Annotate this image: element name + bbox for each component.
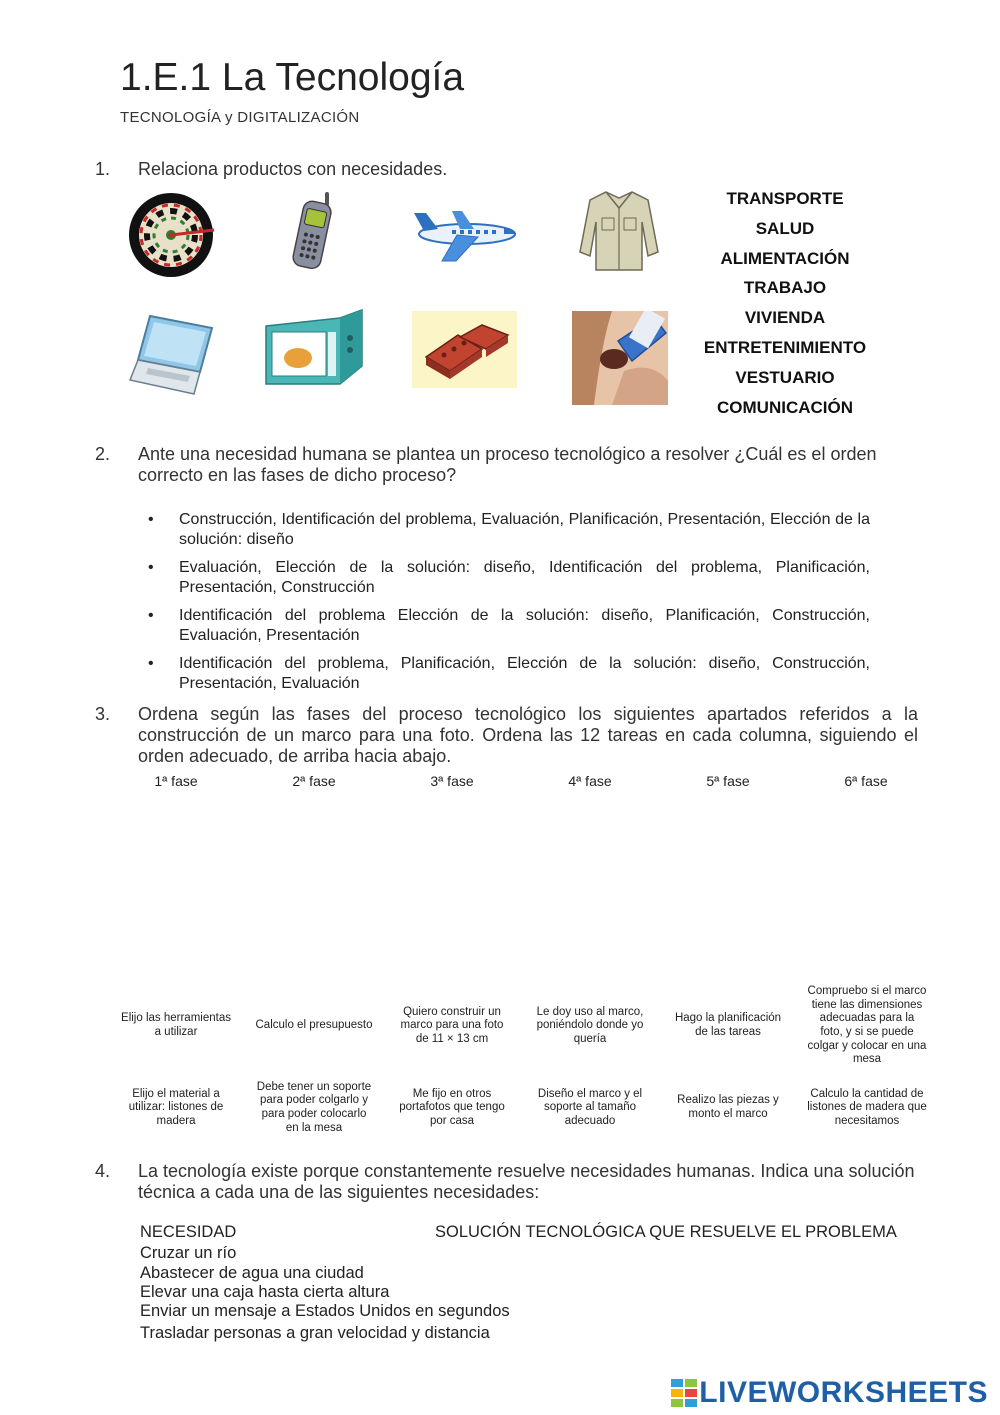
phase-4-header: 4ª fase	[568, 773, 612, 789]
q4-solution-input[interactable]	[560, 1246, 920, 1264]
q4-need-item: Elevar una caja hasta cierta altura	[140, 1283, 390, 1301]
q1-number: 1.	[95, 159, 111, 179]
need-alimentacion[interactable]: ALIMENTACIÓN	[720, 248, 850, 268]
task-card[interactable]: Debe tener un soporte para poder colgarlo y para poder colocarlo en la mesa	[256, 1080, 372, 1134]
need-entretenimiento[interactable]: ENTRETENIMIENTO	[703, 337, 867, 357]
q3-text-line2: construcción de un marco para una foto. Ordena las 12 tareas en cada columna, siguiendo el	[138, 725, 918, 745]
liveworksheets-logo-icon	[671, 1379, 697, 1407]
q4-text-line2: técnica a cada una de las siguientes necesidades:	[138, 1182, 540, 1202]
q4-need-item: Abastecer de agua una ciudad	[140, 1264, 364, 1282]
liveworksheets-logo	[671, 1376, 988, 1410]
task-card[interactable]: Calculo la cantidad de listones de madera que necesitamos	[807, 1087, 927, 1127]
q3-number: 3.	[95, 704, 111, 724]
q2-option[interactable]: • Identificación del problema Elección de la solución: diseño, Planificación, Construcción, Evaluación, Presentación	[140, 606, 870, 646]
q2-text-line2: correcto en las fases de dicho proceso?	[138, 465, 457, 485]
q4-solution-input[interactable]	[560, 1285, 920, 1303]
q4-text-line1: La tecnología existe porque constantemente resuelve necesidades humanas. Indica una solución	[138, 1161, 915, 1181]
q4-solution-header: SOLUCIÓN TECNOLÓGICA QUE RESUELVE EL PROBLEMA	[435, 1223, 897, 1241]
bricks-icon[interactable]	[412, 311, 517, 388]
phase-5-header: 5ª fase	[706, 773, 750, 789]
q4-need-item: Cruzar un río	[140, 1244, 237, 1262]
q2-option[interactable]: • Evaluación, Elección de la solución: diseño, Identificación del problema, Planificación, Presentación, Construcción	[140, 558, 870, 598]
q4-solution-input[interactable]	[560, 1326, 920, 1344]
task-card[interactable]: Compruebo si el marco tiene las dimensiones adecuadas para la foto, y si se puede colgar y colocar en una mesa	[807, 985, 927, 1066]
inhaler-photo-icon[interactable]	[572, 311, 668, 405]
q4-need-header: NECESIDAD	[140, 1223, 237, 1241]
task-card[interactable]: Realizo las piezas y monto el marco	[677, 1094, 779, 1120]
task-card[interactable]: Me fijo en otros portafotos que tengo por casa	[399, 1087, 505, 1127]
task-card[interactable]: Hago la planificación de las tareas	[674, 1012, 782, 1038]
q4-number: 4.	[95, 1161, 111, 1181]
need-transporte[interactable]: TRANSPORTE	[726, 189, 844, 208]
q4-need-item: Trasladar personas a gran velocidad y distancia	[140, 1324, 490, 1342]
q1-text: Relaciona productos con necesidades.	[138, 159, 448, 179]
page-title: 1.E.1 La Tecnología	[120, 56, 465, 99]
phase-drop-area[interactable]	[115, 795, 945, 970]
microwave-icon[interactable]	[264, 308, 364, 386]
phase-6-header: 6ª fase	[844, 773, 888, 789]
task-card[interactable]: Elijo el material a utilizar: listones de madera	[128, 1087, 224, 1127]
task-card[interactable]: Calculo el presupuesto	[255, 1019, 373, 1032]
airplane-icon[interactable]	[412, 203, 520, 265]
q2-option[interactable]: • Identificación del problema, Planificación, Elección de la solución: diseño, Construcción, Presentación, Evaluación	[140, 654, 870, 694]
mobile-phone-icon[interactable]	[288, 190, 338, 272]
task-card[interactable]: Quiero construir un marco para una foto de 11 × 13 cm	[400, 1005, 504, 1045]
needs-list	[680, 188, 890, 426]
task-card[interactable]: Diseño el marco y el soporte al tamaño adecuado	[537, 1087, 643, 1127]
q2-option[interactable]: • Construcción, Identificación del problema, Evaluación, Planificación, Presentación, Elección de la solución: diseño	[140, 510, 870, 550]
need-vestuario[interactable]: VESTUARIO	[735, 367, 835, 387]
q3-text-line3: orden adecuado, de arriba hacia abajo.	[138, 746, 452, 766]
shirt-icon[interactable]	[578, 188, 660, 274]
dartboard-icon[interactable]	[128, 190, 218, 280]
phase-2-header: 2ª fase	[292, 773, 336, 789]
page-subtitle: TECNOLOGÍA y DIGITALIZACIÓN	[120, 109, 360, 126]
liveworksheets-brand: LIVEWORKSHEETS	[699, 1376, 988, 1409]
phase-3-header: 3ª fase	[430, 773, 474, 789]
need-trabajo[interactable]: TRABAJO	[743, 278, 827, 298]
q4-solution-input[interactable]	[560, 1266, 920, 1284]
laptop-icon[interactable]	[128, 312, 216, 398]
q4-need-item: Enviar un mensaje a Estados Unidos en segundos	[140, 1302, 510, 1320]
task-card[interactable]: Elijo las herramientas a utilizar	[121, 1012, 231, 1038]
need-salud[interactable]: SALUD	[755, 218, 815, 238]
q2-text-line1: Ante una necesidad humana se plantea un proceso tecnológico a resolver ¿Cuál es el orden	[138, 444, 877, 464]
q2-options	[140, 510, 870, 702]
need-comunicacion[interactable]: COMUNICACIÓN	[717, 397, 853, 417]
task-card[interactable]: Le doy uso al marco, poniéndolo donde yo quería	[536, 1005, 644, 1045]
q2-number: 2.	[95, 444, 111, 464]
q3-text-line1: Ordena según las fases del proceso tecnológico los siguientes apartados referidos a la	[138, 704, 918, 724]
need-vivienda[interactable]: VIVIENDA	[744, 308, 826, 328]
phase-1-header: 1ª fase	[154, 773, 198, 789]
q4-solution-input[interactable]	[560, 1304, 920, 1322]
